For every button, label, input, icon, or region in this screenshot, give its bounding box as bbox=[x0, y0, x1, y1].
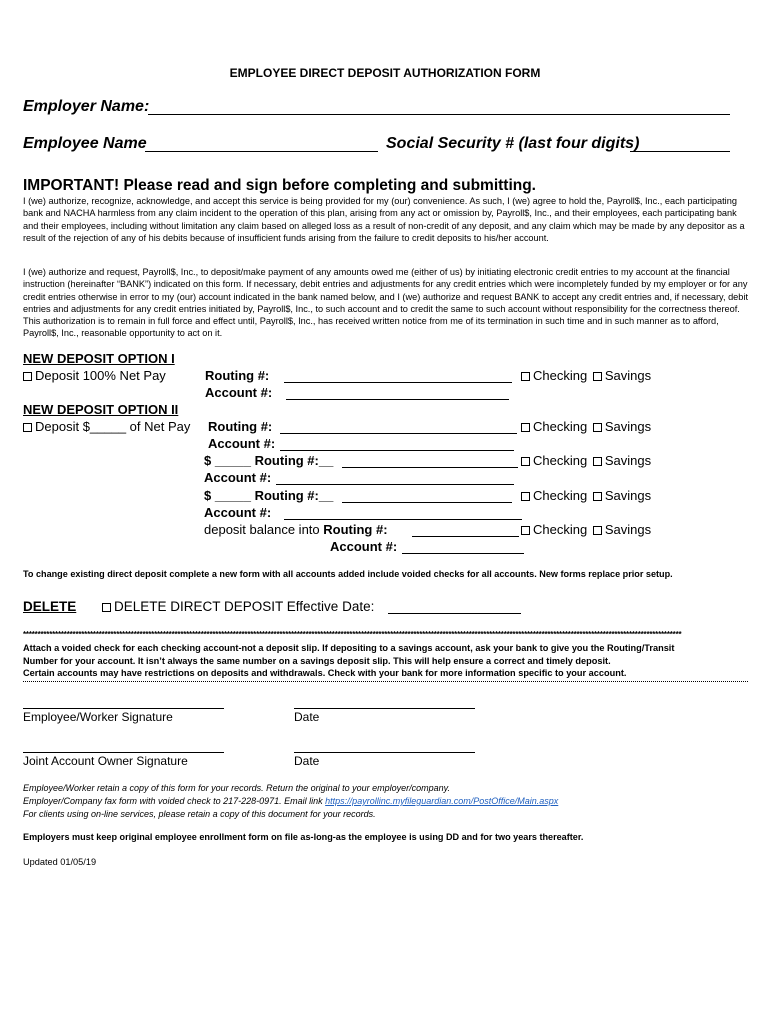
option-2-account-type-1 bbox=[521, 419, 651, 434]
checkbox-icon[interactable] bbox=[521, 492, 530, 501]
savings-label: Savings bbox=[604, 522, 652, 537]
file-guardian-link[interactable]: https://payrollinc.myfileguardian.com/PostOffice/Main.aspx bbox=[325, 796, 559, 806]
amount-3-routing-field[interactable] bbox=[342, 502, 512, 503]
employee-signature-label: Employee/Worker Signature bbox=[23, 710, 173, 724]
amount-2-account-label: Account #: bbox=[204, 470, 272, 485]
employee-date-label: Date bbox=[294, 710, 320, 724]
option-1-deposit[interactable] bbox=[23, 368, 166, 383]
amount-3-routing-label: $ _____ Routing #:__ bbox=[204, 488, 334, 503]
updated-date: Updated 01/05/19 bbox=[23, 857, 97, 867]
checking-label: Checking bbox=[533, 522, 588, 537]
checkbox-icon bbox=[23, 423, 32, 432]
option-2-routing-field[interactable] bbox=[280, 433, 517, 434]
option-1-account-field[interactable] bbox=[286, 399, 509, 400]
authorization-paragraph-1: I (we) authorize, recognize, acknowledge, and accept this service is being provided for my (our) convenience. As such, I (we) agree to hold the, Payroll$, Inc., each participating bank and NACHA harmless from any claim incident to the operation of this plan, arising from any act or omission by, Payroll$, Inc., and their employees, each participating bank and their employees, including without limitation any claim based on alleged loss as a result of non-credit of any deposit, and any claim which may be made by any depositor as a result of the rejection of any of his debits because of insufficient funds arising from the failure to credit deposits to his/her account. bbox=[23, 196, 745, 243]
footer-fax-text: Employer/Company fax form with voided check to 217-228-0971. Email link bbox=[23, 796, 323, 806]
employee-date-line[interactable] bbox=[294, 708, 475, 709]
amount-2-routing-label: $ _____ Routing #:__ bbox=[204, 453, 334, 468]
joint-date-line[interactable] bbox=[294, 752, 475, 753]
employer-name-label: Employer Name: bbox=[23, 98, 150, 115]
checkbox-icon[interactable] bbox=[593, 492, 602, 501]
attach-note-line-3: Certain accounts may have restrictions on deposits and withdrawals. Check with your bank for more information specific to your account. bbox=[23, 668, 627, 678]
delete-option-label: DELETE DIRECT DEPOSIT Effective Date: bbox=[114, 599, 375, 614]
footer-line-2 bbox=[23, 796, 558, 806]
important-heading: IMPORTANT! Please read and sign before completing and submitting. bbox=[23, 177, 536, 194]
option-2-routing-label: Routing #: bbox=[208, 419, 273, 434]
amount-2-routing-field[interactable] bbox=[342, 467, 518, 468]
checkbox-icon[interactable] bbox=[593, 372, 602, 381]
authorization-paragraph-2: I (we) authorize and request, Payroll$, Inc., to deposit/make payment of any amounts owed me (either of us) by initiating electronic credit entries to my account at the financial instruction (hereinafter “BANK”) indicated on this form. If necessary, debit entries and adjustments for any credit entries which were incompletely funded by my employer or for any credit entries otherwise in error to my (our) account indicated in the bank named below, and I (we) authorize and request BANK to accept any credit entries and, if necessary, debit entries and adjustments for any credit entries initiated by, Payroll$, Inc., to such account and to credit the same to such account without responsibility for the correctness thereof. This authorization is to remain in full force and effect until, Payroll$, Inc., has received written notice from me of its termination in such time and in such manner as to afford, Payroll$, Inc., reasonable opportunity to act on it. bbox=[23, 267, 748, 339]
balance-account-field[interactable] bbox=[402, 553, 524, 554]
balance-routing-field[interactable] bbox=[412, 536, 519, 537]
delete-option[interactable] bbox=[102, 599, 374, 614]
checking-label: Checking bbox=[533, 453, 588, 468]
amount-3-account-label: Account #: bbox=[204, 505, 272, 520]
balance-routing-row bbox=[204, 522, 388, 537]
amount-3-account-field[interactable] bbox=[284, 519, 522, 520]
delete-date-field[interactable] bbox=[388, 613, 521, 614]
checkbox-icon[interactable] bbox=[521, 423, 530, 432]
employer-name-row bbox=[23, 98, 149, 116]
form-title: EMPLOYEE DIRECT DEPOSIT AUTHORIZATION FORM bbox=[229, 66, 541, 80]
checkbox-icon bbox=[23, 372, 32, 381]
option-1-deposit-label: Deposit 100% Net Pay bbox=[35, 368, 166, 383]
checkbox-icon bbox=[102, 603, 111, 612]
joint-date-label: Date bbox=[294, 754, 320, 768]
dotted-divider bbox=[23, 681, 748, 682]
checking-label: Checking bbox=[533, 488, 588, 503]
footer-line-3: For clients using on-line services, please retain a copy of this document for your records. bbox=[23, 809, 376, 819]
attach-note-line-2: Number for your account. It isn’t always the same number on a savings deposit slip. This will help ensure a correct and timely deposit. bbox=[23, 656, 611, 666]
joint-signature-label: Joint Account Owner Signature bbox=[23, 754, 188, 768]
option-2-account-field[interactable] bbox=[280, 450, 514, 451]
option-1-routing-field[interactable] bbox=[284, 382, 512, 383]
option-1-routing-label: Routing #: bbox=[205, 368, 270, 383]
savings-label: Savings bbox=[604, 419, 652, 434]
option-1-account-type bbox=[521, 368, 651, 383]
checkbox-icon[interactable] bbox=[593, 423, 602, 432]
option-2-deposit-label: Deposit $_____ of Net Pay bbox=[35, 419, 191, 434]
amount-2-account-field[interactable] bbox=[276, 484, 514, 485]
balance-routing-label: Routing #: bbox=[323, 522, 388, 537]
checkbox-icon[interactable] bbox=[593, 457, 602, 466]
employee-name-label: Employee Name bbox=[23, 135, 147, 152]
balance-account-label: Account #: bbox=[330, 539, 398, 554]
option-2-account-type-2 bbox=[521, 453, 651, 468]
checkbox-icon[interactable] bbox=[521, 526, 530, 535]
option-2-account-type-4 bbox=[521, 522, 651, 537]
employee-signature-line[interactable] bbox=[23, 708, 224, 709]
savings-label: Savings bbox=[604, 368, 652, 383]
option-2-heading: NEW DEPOSIT OPTION II bbox=[23, 402, 179, 417]
employee-name-field[interactable] bbox=[145, 151, 378, 152]
checking-label: Checking bbox=[533, 368, 588, 383]
employers-note: Employers must keep original employee enrollment form on file as-long-as the employee is using DD and for two years thereafter. bbox=[23, 832, 584, 842]
joint-signature-line[interactable] bbox=[23, 752, 224, 753]
checkbox-icon[interactable] bbox=[593, 526, 602, 535]
option-1-account-label: Account #: bbox=[205, 385, 273, 400]
savings-label: Savings bbox=[604, 488, 652, 503]
option-2-account-label: Account #: bbox=[208, 436, 276, 451]
ssn-label: Social Security # (last four digits) bbox=[386, 135, 640, 152]
delete-label: DELETE bbox=[23, 599, 77, 614]
savings-label: Savings bbox=[604, 453, 652, 468]
separator-stars: ********************************************************************************************************************************************************************************************************************************** bbox=[23, 630, 682, 639]
ssn-field[interactable] bbox=[630, 151, 730, 152]
footer-line-1: Employee/Worker retain a copy of this form for your records. Return the original to your employer/company. bbox=[23, 783, 451, 793]
option-2-account-type-3 bbox=[521, 488, 651, 503]
change-deposit-note: To change existing direct deposit complete a new form with all accounts added include voided checks for all accounts. New forms replace prior setup. bbox=[23, 569, 673, 579]
attach-note-line-1: Attach a voided check for each checking account-not a deposit slip. If depositing to a savings account, ask your bank to give you the Routing/Transit bbox=[23, 643, 675, 653]
balance-label: deposit balance into bbox=[204, 522, 320, 537]
employer-name-field[interactable] bbox=[148, 114, 730, 115]
option-1-heading: NEW DEPOSIT OPTION I bbox=[23, 351, 175, 366]
option-2-deposit[interactable] bbox=[23, 419, 190, 434]
checkbox-icon[interactable] bbox=[521, 457, 530, 466]
checkbox-icon[interactable] bbox=[521, 372, 530, 381]
checking-label: Checking bbox=[533, 419, 588, 434]
